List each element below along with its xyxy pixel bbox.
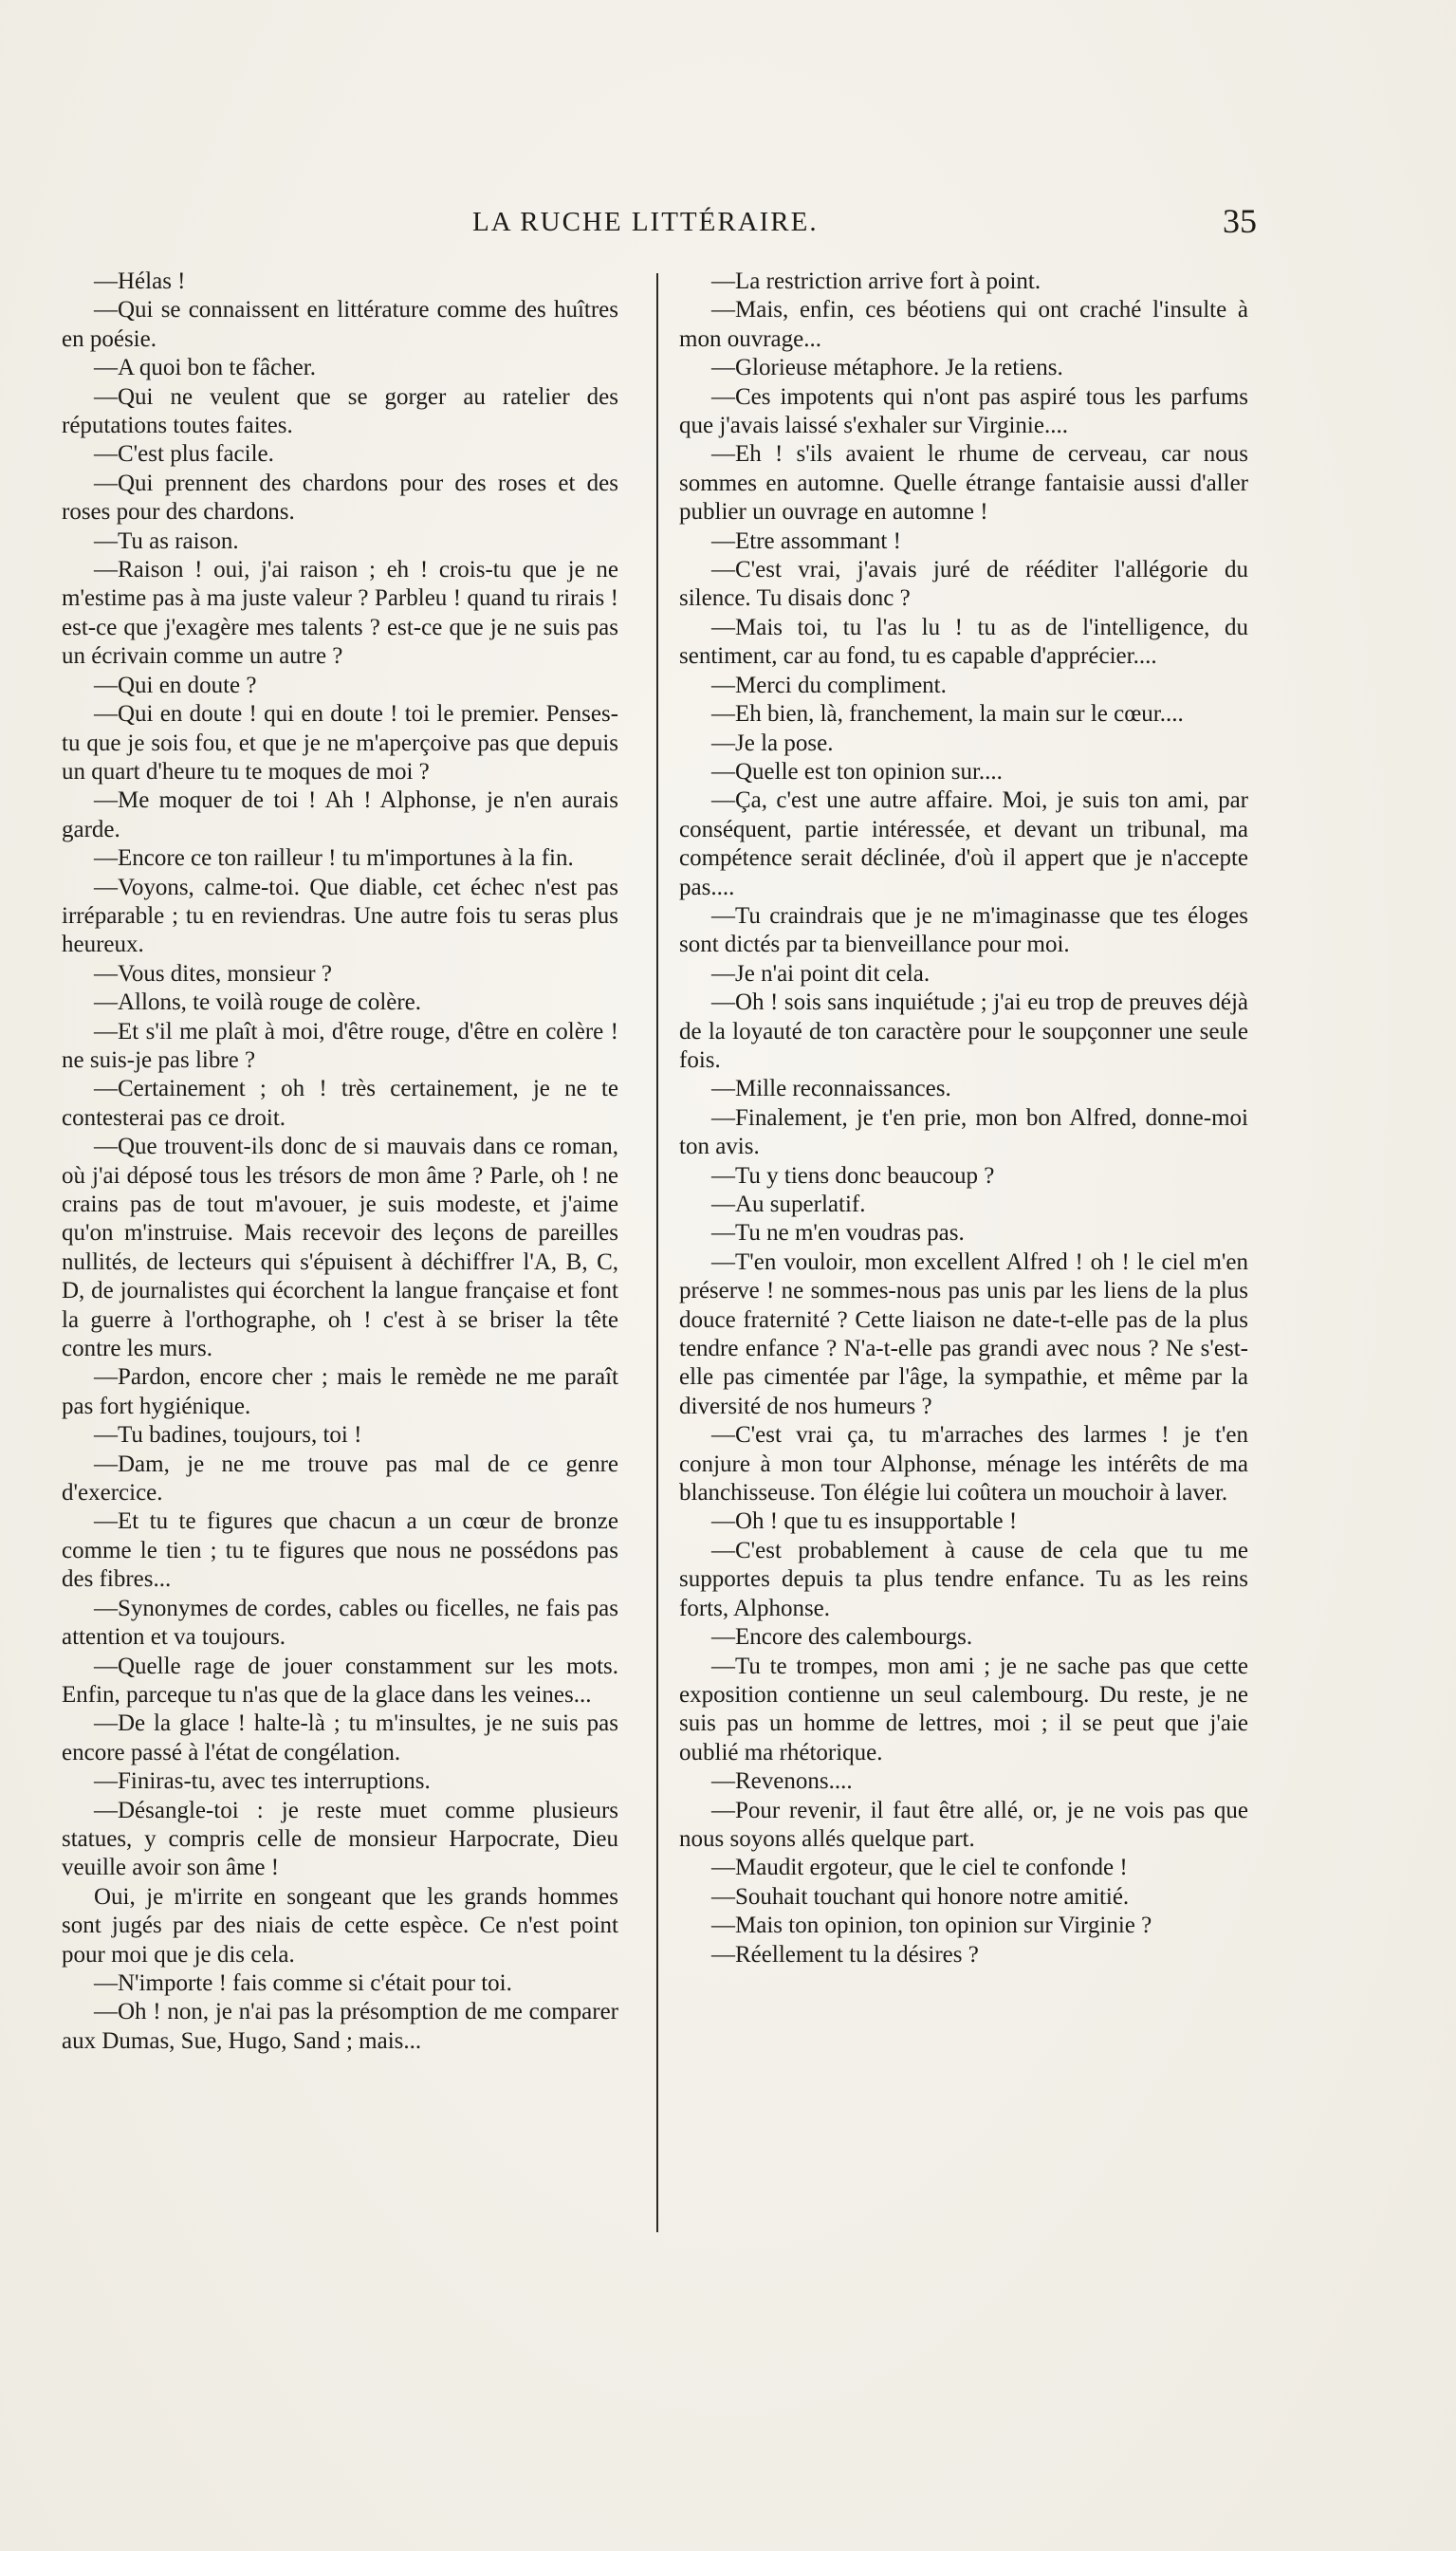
- dialogue-paragraph: —Vous dites, monsieur ?: [94, 960, 332, 987]
- dialogue-paragraph: —Mais toi, tu l'as lu ! tu as de l'intelligence, du sentiment, car au fond, tu es capable d'apprécier....: [679, 614, 1248, 670]
- dialogue-paragraph: —Mais ton opinion, ton opinion sur Virginie ?: [711, 1913, 1152, 1939]
- dialogue-paragraph: —Je n'ai point dit cela.: [711, 960, 931, 987]
- dialogue-paragraph: —Ça, c'est une autre affaire. Moi, je suis ton ami, par conséquent, partie intéressée, et devant un tribunal, ma compétence serait déclinée, d'où il appert que je n'accepte pas....: [679, 787, 1248, 900]
- dialogue-paragraph: —Hélas !: [94, 268, 186, 294]
- dialogue-paragraph: —Merci du compliment.: [711, 672, 947, 698]
- left-column: [62, 268, 618, 2056]
- dialogue-paragraph: —Oh ! non, je n'ai pas la présomption de me comparer aux Dumas, Sue, Hugo, Sand ; mais...: [62, 1999, 618, 2054]
- dialogue-paragraph: —Oh ! que tu es insupportable !: [711, 1508, 1018, 1535]
- dialogue-paragraph: —Voyons, calme-toi. Que diable, cet échec n'est pas irréparable ; tu en reviendras. Une autre fois tu seras plus heureux.: [62, 874, 618, 958]
- dialogue-paragraph: —Quelle est ton opinion sur....: [711, 758, 1003, 785]
- dialogue-paragraph: —La restriction arrive fort à point.: [711, 268, 1041, 294]
- dialogue-paragraph: —C'est plus facile.: [94, 441, 274, 468]
- running-header: [472, 202, 1257, 247]
- dialogue-paragraph: —Au superlatif.: [711, 1192, 866, 1217]
- dialogue-paragraph: —Pardon, encore cher ; mais le remède ne me paraît pas fort hygiénique.: [62, 1364, 618, 1419]
- dialogue-paragraph: —Désangle-toi : je reste muet comme plusieurs statues, y compris celle de monsieur Harpocrate, Dieu veuille avoir son âme !: [62, 1797, 618, 1881]
- dialogue-paragraph: —Quelle rage de jouer constamment sur les mots. Enfin, parceque tu n'as que de la glace dans les veines...: [62, 1653, 618, 1708]
- dialogue-paragraph: —Qui en doute ! qui en doute ! toi le premier. Penses-tu que je sois fou, et que je ne m'aperçoive pas que depuis un quart d'heure tu te moques de moi ?: [62, 701, 618, 785]
- dialogue-paragraph: —Glorieuse métaphore. Je la retiens.: [711, 355, 1063, 381]
- dialogue-paragraph: —Revenons....: [711, 1768, 853, 1795]
- dialogue-paragraph: —Eh ! s'ils avaient le rhume de cerveau, car nous sommes en automne. Quelle étrange fantaisie aussi d'aller publier un ouvrage en automne !: [679, 441, 1248, 526]
- dialogue-paragraph: —Qui prennent des chardons pour des roses et des roses pour des chardons.: [62, 470, 618, 526]
- dialogue-paragraph: —Synonymes de cordes, cables ou ficelles, ne fais pas attention et va toujours.: [62, 1595, 618, 1651]
- dialogue-paragraph: —T'en vouloir, mon excellent Alfred ! oh ! le ciel m'en préserve ! ne sommes-nous pas unis par les liens de la plus douce fraternité ? Cette liaison ne date-t-elle pas de la plus tendre enfance ? N'a-t-elle pas grandi avec nous ? Ne s'est-elle pas cimentée par l'âge, la sympathie, et même par la diversité de nos humeurs ?: [679, 1248, 1248, 1419]
- journal-title: LA RUCHE LITTÉRAIRE.: [472, 207, 819, 237]
- dialogue-paragraph: —N'importe ! fais comme si c'était pour toi.: [94, 1969, 512, 1996]
- column-divider: [656, 273, 658, 2232]
- dialogue-paragraph: —Je la pose.: [711, 730, 834, 756]
- dialogue-paragraph: —Encore des calembourgs.: [711, 1624, 973, 1651]
- dialogue-paragraph: —Et tu te figures que chacun a un cœur de bronze comme le tien ; tu te figures que nous ne possédons pas des fibres...: [62, 1508, 618, 1593]
- dialogue-paragraph: —De la glace ! halte-là ; tu m'insultes, je ne suis pas encore passé à l'état de congélation.: [62, 1710, 618, 1765]
- dialogue-paragraph: —Réellement tu la désires ?: [711, 1941, 979, 1968]
- dialogue-paragraph: —Allons, te voilà rouge de colère.: [94, 989, 422, 1016]
- dialogue-paragraph: —Qui ne veulent que se gorger au ratelier des réputations toutes faites.: [62, 383, 618, 439]
- dialogue-paragraph: —Etre assommant !: [711, 527, 901, 554]
- page-number: 35: [1223, 202, 1257, 240]
- dialogue-paragraph: —Mille reconnaissances.: [711, 1076, 951, 1102]
- dialogue-paragraph: —C'est probablement à cause de cela que tu me supportes depuis ta plus tendre enfance. Tu as les reins forts, Alphonse.: [679, 1537, 1248, 1621]
- dialogue-paragraph: —Tu te trompes, mon ami ; je ne sache pas que cette exposition contienne un seul calembourg. Du reste, je ne suis pas un homme de lettres, moi ; il se peut que j'aie oublié ma rhétorique.: [679, 1653, 1248, 1765]
- dialogue-paragraph: —Que trouvent-ils donc de si mauvais dans ce roman, où j'ai déposé tous les trésors de mon âme ? Parle, oh ! ne crains pas de tout m'avouer, je suis modeste, et j'aime qu'on m'instruise. Mais recevoir des leçons de pareilles nullités, de lecteurs qui s'épuisent à déchiffrer l'A, B, C, D, de journalistes qui écorchent la langue française et font la guerre à l'orthographe, oh ! c'est à se briser la tête contre les murs.: [62, 1134, 618, 1362]
- dialogue-paragraph: —Tu ne m'en voudras pas.: [711, 1220, 965, 1247]
- dialogue-paragraph: —Encore ce ton railleur ! tu m'importunes à la fin.: [94, 845, 574, 872]
- dialogue-paragraph: —C'est vrai, j'avais juré de rééditer l'allégorie du silence. Tu disais donc ?: [679, 557, 1248, 612]
- dialogue-paragraph: —Souhait touchant qui honore notre amitié.: [711, 1883, 1130, 1910]
- dialogue-paragraph: —Raison ! oui, j'ai raison ; eh ! crois-tu que je ne m'estime pas à ma juste valeur ? Parbleu ! quand tu rirais ! est-ce que j'exagère mes talents ? est-ce que je ne suis pas un écrivain comme un autre ?: [62, 557, 618, 670]
- dialogue-paragraph: —A quoi bon te fâcher.: [94, 355, 316, 381]
- dialogue-paragraph: —Finalement, je t'en prie, mon bon Alfred, donne-moi ton avis.: [679, 1104, 1248, 1160]
- dialogue-paragraph: —Me moquer de toi ! Ah ! Alphonse, je n'en aurais garde.: [62, 787, 618, 842]
- dialogue-paragraph: —Et s'il me plaît à moi, d'être rouge, d'être en colère ! ne suis-je pas libre ?: [62, 1018, 618, 1073]
- dialogue-paragraph: —Qui se connaissent en littérature comme des huîtres en poésie.: [62, 297, 618, 352]
- dialogue-paragraph: —Tu craindrais que je ne m'imaginasse que tes éloges sont dictés par ta bienveillance pour moi.: [679, 902, 1248, 958]
- dialogue-paragraph: —Oh ! sois sans inquiétude ; j'ai eu trop de preuves déjà de la loyauté de ton caractère pour le soupçonner une seule fois.: [679, 989, 1248, 1073]
- dialogue-paragraph: —C'est vrai ça, tu m'arraches des larmes ! je t'en conjure à mon tour Alphonse, ménage les intérêts de ma blanchisseuse. Ton élégie lui coûtera un mouchoir à laver.: [679, 1422, 1248, 1507]
- dialogue-paragraph: —Tu as raison.: [94, 527, 239, 554]
- dialogue-paragraph: —Pour revenir, il faut être allé, or, je ne vois pas que nous soyons allés quelque part.: [679, 1797, 1248, 1852]
- dialogue-paragraph: —Mais, enfin, ces béotiens qui ont craché l'insulte à mon ouvrage...: [679, 297, 1248, 352]
- dialogue-paragraph: —Dam, je ne me trouve pas mal de ce genre d'exercice.: [62, 1451, 618, 1507]
- dialogue-paragraph: Oui, je m'irrite en songeant que les grands hommes sont jugés par des niais de cette espèce. Ce n'est point pour moi que je dis cela.: [62, 1883, 618, 1968]
- dialogue-paragraph: —Qui en doute ?: [94, 672, 257, 698]
- dialogue-paragraph: —Finiras-tu, avec tes interruptions.: [94, 1768, 431, 1795]
- dialogue-paragraph: —Eh bien, là, franchement, la main sur le cœur....: [711, 701, 1184, 728]
- dialogue-paragraph: —Tu badines, toujours, toi !: [94, 1422, 362, 1449]
- right-column: [679, 268, 1248, 1969]
- dialogue-paragraph: —Maudit ergoteur, que le ciel te confonde !: [711, 1855, 1128, 1881]
- dialogue-paragraph: —Ces impotents qui n'ont pas aspiré tous les parfums que j'avais laissé s'exhaler sur Virginie....: [679, 383, 1248, 439]
- dialogue-paragraph: —Tu y tiens donc beaucoup ?: [711, 1162, 995, 1189]
- dialogue-paragraph: —Certainement ; oh ! très certainement, je ne te contesterai pas ce droit.: [62, 1076, 618, 1131]
